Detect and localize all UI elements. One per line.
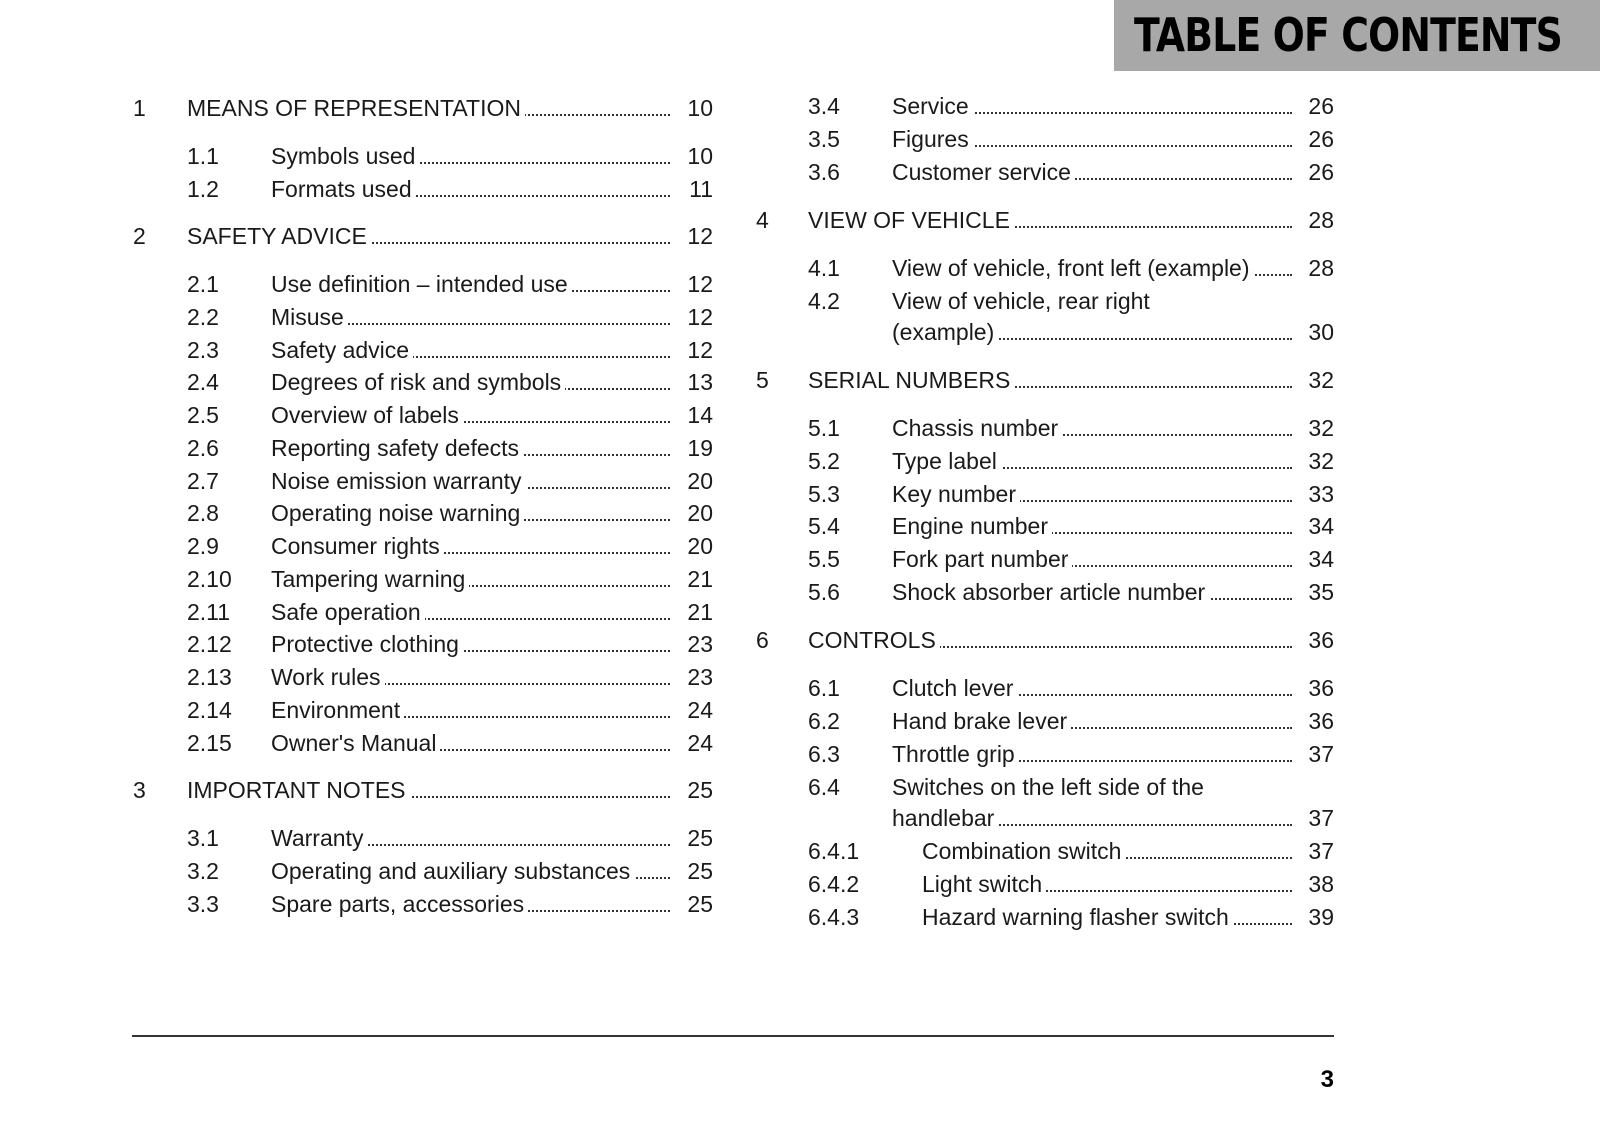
entry-title-text: Engine number: [892, 513, 1052, 539]
entry-title: [271, 824, 670, 852]
entry-page-number: 19: [687, 435, 713, 461]
entry-page-number: 14: [687, 402, 713, 428]
entry-number: 4: [756, 207, 769, 233]
entry-title-text: Spare parts, accessories: [271, 891, 528, 917]
entry-page-number: 21: [687, 599, 713, 625]
entry-number: 4.2: [808, 288, 840, 314]
entry-title: [892, 512, 1292, 540]
entry-page-number: 28: [1308, 255, 1334, 281]
entry-title: [892, 92, 1292, 120]
entry-title: [808, 206, 1292, 234]
entry-title-text: CONTROLS: [808, 627, 940, 653]
entry-title-text: SERIAL NUMBERS: [808, 367, 1014, 393]
entry-title-text: Owner's Manual: [271, 730, 440, 756]
entry-page-number: 30: [1308, 319, 1334, 345]
entry-title-text: Noise emission warranty: [271, 468, 526, 494]
entry-number: 6.4.2: [808, 871, 860, 897]
entry-page-number: 11: [689, 176, 713, 202]
entry-title-text: Safety advice: [271, 337, 413, 363]
entry-title: [892, 480, 1292, 508]
entry-number: 1.1: [187, 143, 219, 169]
entry-number: 5: [756, 367, 769, 393]
entry-title: [271, 729, 670, 757]
entry-title: [271, 368, 670, 396]
entry-number: 3.1: [187, 825, 219, 851]
entry-title-text: Protective clothing: [271, 631, 463, 657]
entry-title-text: Reporting safety defects: [271, 435, 523, 461]
entry-title-text: Shock absorber article number: [892, 579, 1209, 605]
entry-page-number: 20: [687, 468, 713, 494]
entry-number: 6.4: [808, 774, 840, 800]
entry-number: 5.5: [808, 546, 840, 572]
entry-title: [271, 142, 670, 170]
entry-number: 2.6: [187, 435, 219, 461]
entry-title-text: Use definition – intended use: [271, 271, 572, 297]
entry-page-number: 36: [1308, 675, 1334, 701]
entry-number: 2.3: [187, 337, 219, 363]
entry-title: [892, 447, 1292, 475]
entry-number: 1.2: [187, 176, 219, 202]
entry-title-text: Consumer rights: [271, 533, 444, 559]
entry-title: [922, 870, 1292, 898]
footer-divider: [132, 1035, 1334, 1037]
entry-title-text: Combination switch: [922, 838, 1125, 864]
entry-title: [271, 303, 670, 331]
entry-number: 4.1: [808, 255, 840, 281]
entry-number: 2.15: [187, 730, 232, 756]
entry-number: 2: [133, 223, 146, 249]
entry-number: 2.5: [187, 402, 219, 428]
entry-number: 6.4.3: [808, 904, 860, 930]
entry-page-number: 13: [687, 369, 713, 395]
entry-page-number: 34: [1308, 546, 1334, 572]
entry-title-text: handlebar: [892, 805, 998, 831]
entry-page-number: 32: [1308, 367, 1334, 393]
entry-title: [271, 499, 670, 527]
entry-title-text: Hand brake lever: [892, 708, 1071, 734]
entry-title: [892, 707, 1292, 735]
entry-title-text: Misuse: [271, 304, 348, 330]
entry-title-text: Service: [892, 93, 973, 119]
entry-page-number: 12: [687, 337, 713, 363]
entry-number: 6.3: [808, 741, 840, 767]
entry-title: [271, 663, 670, 691]
entry-page-number: 32: [1308, 415, 1334, 441]
entry-page-number: 35: [1308, 579, 1334, 605]
entry-number: 2.12: [187, 631, 232, 657]
entry-title-text: Chassis number: [892, 415, 1062, 441]
page-title: TABLE OF CONTENTS: [1134, 8, 1562, 62]
entry-title-text: Key number: [892, 481, 1020, 507]
entry-number: 2.9: [187, 533, 219, 559]
entry-title: [922, 903, 1292, 931]
entry-title-text: Hazard warning flasher switch: [922, 904, 1233, 930]
entry-title-text: Type label: [892, 448, 1001, 474]
entry-title-text: SAFETY ADVICE: [187, 223, 371, 249]
entry-title: [271, 467, 670, 495]
section-header-banner: [1114, 0, 1600, 71]
entry-page-number: 12: [687, 304, 713, 330]
entry-title: [892, 254, 1292, 282]
entry-number: 5.4: [808, 513, 840, 539]
entry-title-text: Degrees of risk and symbols: [271, 369, 565, 395]
entry-page-number: 10: [687, 95, 713, 121]
entry-number: 2.8: [187, 500, 219, 526]
entry-page-number: 21: [687, 566, 713, 592]
entry-title: [922, 837, 1292, 865]
entry-page-number: 20: [687, 500, 713, 526]
entry-title: [892, 287, 1292, 315]
entry-title-text: Fork part number: [892, 546, 1072, 572]
entry-title: [892, 414, 1292, 442]
entry-page-number: 26: [1308, 93, 1334, 119]
entry-number: 6: [756, 627, 769, 653]
entry-page-number: 23: [687, 664, 713, 690]
entry-page-number: 37: [1308, 805, 1334, 831]
entry-title-text: Figures: [892, 126, 973, 152]
entry-page-number: 25: [687, 891, 713, 917]
entry-title: [271, 532, 670, 560]
entry-page-number: 24: [687, 697, 713, 723]
entry-number: 6.4.1: [808, 838, 860, 864]
entry-number: 5.2: [808, 448, 840, 474]
entry-page-number: 37: [1308, 838, 1334, 864]
entry-title: [271, 565, 670, 593]
entry-title-text: Throttle grip: [892, 741, 1019, 767]
entry-title-text: VIEW OF VEHICLE: [808, 207, 1014, 233]
entry-title-text: Customer service: [892, 159, 1075, 185]
entry-title-text: View of vehicle, front left (example): [892, 255, 1254, 281]
entry-title: [892, 158, 1292, 186]
entry-page-number: 25: [687, 858, 713, 884]
entry-number: 2.1: [187, 271, 219, 297]
entry-number: 3.3: [187, 891, 219, 917]
entry-page-number: 12: [687, 271, 713, 297]
entry-title: [271, 630, 670, 658]
entry-number: 2.4: [187, 369, 219, 395]
entry-number: 2.7: [187, 468, 219, 494]
entry-title: [808, 366, 1292, 394]
entry-page-number: 28: [1308, 207, 1334, 233]
entry-number: 3.4: [808, 93, 840, 119]
entry-title: [892, 773, 1292, 801]
entry-number: 2.14: [187, 697, 232, 723]
entry-number: 2.2: [187, 304, 219, 330]
entry-page-number: 10: [687, 143, 713, 169]
entry-title: [271, 857, 670, 885]
entry-number: 3.2: [187, 858, 219, 884]
entry-number: 5.3: [808, 481, 840, 507]
entry-title-text: View of vehicle, rear right: [892, 288, 1154, 314]
entry-title: [892, 318, 1292, 346]
entry-title: [187, 94, 670, 122]
entry-title: [271, 175, 670, 203]
entry-page-number: 23: [687, 631, 713, 657]
entry-page-number: 39: [1308, 904, 1334, 930]
entry-title-text: Warranty: [271, 825, 367, 851]
entry-title-text: Safe operation: [271, 599, 425, 625]
entry-page-number: 34: [1308, 513, 1334, 539]
entry-page-number: 38: [1308, 871, 1334, 897]
entry-title-text: Operating and auxiliary substances: [271, 858, 634, 884]
entry-title-text: Work rules: [271, 664, 385, 690]
entry-title-text: Operating noise warning: [271, 500, 524, 526]
entry-title: [187, 776, 670, 804]
entry-page-number: 32: [1308, 448, 1334, 474]
entry-title: [892, 125, 1292, 153]
entry-title-text: Tampering warning: [271, 566, 469, 592]
entry-page-number: 36: [1308, 708, 1334, 734]
entry-page-number: 36: [1308, 627, 1334, 653]
entry-number: 6.1: [808, 675, 840, 701]
entry-title-text: MEANS OF REPRESENTATION: [187, 95, 525, 121]
entry-number: 1: [133, 95, 146, 121]
entry-number: 2.11: [187, 599, 231, 625]
entry-title: [271, 336, 670, 364]
entry-number: 5.1: [808, 415, 840, 441]
entry-title-text: Environment: [271, 697, 404, 723]
entry-title: [271, 434, 670, 462]
entry-number: 2.10: [187, 566, 232, 592]
entry-title: [271, 598, 670, 626]
entry-title: [892, 674, 1292, 702]
entry-title-text: Formats used: [271, 176, 416, 202]
entry-title: [271, 270, 670, 298]
entry-number: 3.5: [808, 126, 840, 152]
entry-title: [892, 740, 1292, 768]
entry-title: [892, 578, 1292, 606]
entry-title-text: (example): [892, 319, 998, 345]
entry-page-number: 33: [1308, 481, 1334, 507]
entry-page-number: 25: [687, 777, 713, 803]
entry-page-number: 37: [1308, 741, 1334, 767]
entry-number: 6.2: [808, 708, 840, 734]
entry-number: 2.13: [187, 664, 232, 690]
entry-number: 3.6: [808, 159, 840, 185]
entry-title: [892, 545, 1292, 573]
entry-title: [271, 401, 670, 429]
entry-title: [271, 696, 670, 724]
entry-title: [271, 890, 670, 918]
entry-page-number: 24: [687, 730, 713, 756]
entry-title: [892, 804, 1292, 832]
entry-number: 3: [133, 777, 146, 803]
entry-title-text: Symbols used: [271, 143, 419, 169]
entry-page-number: 26: [1308, 159, 1334, 185]
entry-title-text: Overview of labels: [271, 402, 463, 428]
entry-title-text: Switches on the left side of the: [892, 774, 1208, 800]
entry-number: 5.6: [808, 579, 840, 605]
entry-title-text: IMPORTANT NOTES: [187, 777, 410, 803]
entry-title-text: Clutch lever: [892, 675, 1017, 701]
entry-page-number: 25: [687, 825, 713, 851]
entry-page-number: 26: [1308, 126, 1334, 152]
page-number: 3: [1320, 1066, 1334, 1093]
entry-page-number: 12: [687, 223, 713, 249]
entry-title-text: Light switch: [922, 871, 1046, 897]
entry-page-number: 20: [687, 533, 713, 559]
entry-title: [808, 626, 1292, 654]
entry-title: [187, 222, 670, 250]
